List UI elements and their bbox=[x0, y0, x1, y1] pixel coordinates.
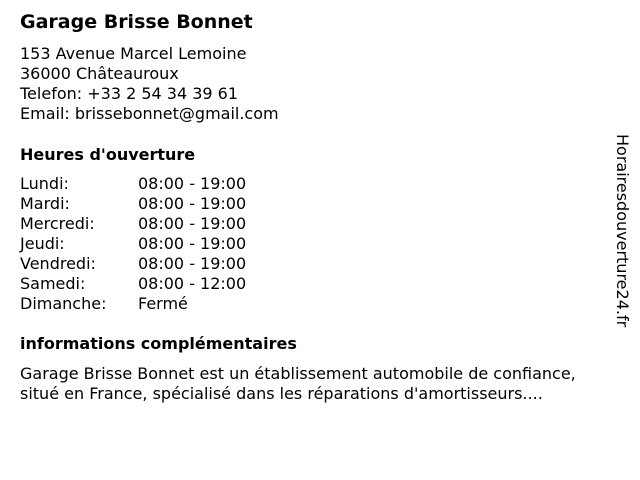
hours-time: 08:00 - 19:00 bbox=[138, 174, 247, 193]
hours-row-tuesday bbox=[20, 194, 246, 214]
hours-day: Mercredi: bbox=[20, 214, 95, 233]
address-line-1: 153 Avenue Marcel Lemoine bbox=[20, 44, 247, 63]
hours-day: Lundi: bbox=[20, 174, 69, 193]
hours-row-sunday bbox=[20, 294, 246, 314]
hours-day: Dimanche: bbox=[20, 294, 107, 313]
phone-line: Telefon: +33 2 54 34 39 61 bbox=[20, 84, 239, 103]
hours-row-thursday bbox=[20, 234, 246, 254]
hours-time: 08:00 - 19:00 bbox=[138, 254, 247, 273]
hours-row-wednesday bbox=[20, 214, 246, 234]
hours-row-saturday bbox=[20, 274, 246, 294]
opening-hours-table bbox=[20, 174, 246, 314]
hours-day: Jeudi: bbox=[20, 234, 65, 253]
site-watermark: Horairesdouverture24.fr bbox=[613, 134, 632, 328]
hours-day: Mardi: bbox=[20, 194, 70, 213]
opening-hours-heading: Heures d'ouverture bbox=[20, 145, 196, 164]
hours-time: 08:00 - 19:00 bbox=[138, 214, 247, 233]
additional-info-text: Garage Brisse Bonnet est un établissement automobile de confiance, situé en France, spécialisé dans les réparations d'amortisseurs.... bbox=[20, 364, 576, 403]
hours-time: 08:00 - 12:00 bbox=[138, 274, 247, 293]
hours-time: Fermé bbox=[138, 294, 188, 313]
contact-block bbox=[20, 44, 279, 124]
hours-time: 08:00 - 19:00 bbox=[138, 194, 247, 213]
additional-info-heading: informations complémentaires bbox=[20, 334, 297, 353]
hours-day: Vendredi: bbox=[20, 254, 96, 273]
hours-day: Samedi: bbox=[20, 274, 86, 293]
email-line: Email: brissebonnet@gmail.com bbox=[20, 104, 279, 123]
hours-row-friday bbox=[20, 254, 246, 274]
address-line-2: 36000 Châteauroux bbox=[20, 64, 179, 83]
hours-time: 08:00 - 19:00 bbox=[138, 234, 247, 253]
hours-row-monday bbox=[20, 174, 246, 194]
business-name: Garage Brisse Bonnet bbox=[20, 11, 253, 33]
